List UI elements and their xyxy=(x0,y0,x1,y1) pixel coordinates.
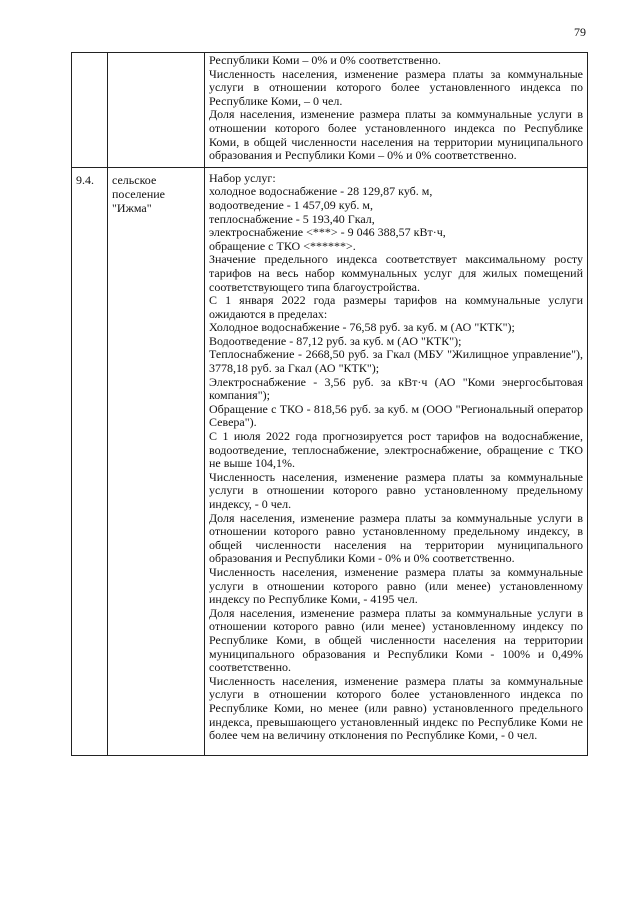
table-row xyxy=(72,53,588,168)
paragraph: С 1 июля 2022 года прогнозируется рост тарифов на водоснабжение, водоотведение, теплоснабжение, электроснабжение, обращение с ТКО не выше 104,1%. xyxy=(209,429,583,471)
paragraph: Значение предельного индекса соответствует максимальному росту тарифов на весь набор коммунальных услуг для жилых помещений соответствующего типа благоустройства. xyxy=(209,252,583,294)
paragraph: теплоснабжение - 5 193,40 Гкал, xyxy=(209,211,375,226)
paragraph: С 1 января 2022 года размеры тарифов на коммунальные услуги ожидаются в пределах: xyxy=(209,293,583,321)
paragraph: Обращение с ТКО - 818,56 руб. за куб. м (ООО "Региональный оператор Севера"). xyxy=(209,401,583,430)
paragraph: холодное водоснабжение - 28 129,87 куб. м, xyxy=(209,184,433,199)
description-cell xyxy=(205,53,588,168)
paragraph: Численность населения, изменение размера платы за коммунальные услуги в отношении которого равно установленному предельному индексу, - 0 чел. xyxy=(209,469,583,511)
paragraph: Набор услуг: xyxy=(209,170,276,185)
table-row xyxy=(72,167,588,755)
description-cell xyxy=(205,167,588,755)
paragraph: Электроснабжение - 3,56 руб. за кВт·ч (АО "Коми энергосбытовая компания"); xyxy=(209,374,583,403)
paragraph: Численность населения, изменение размера платы за коммунальные услуги в отношении которого более установленного индекса по Республике Коми, но менее (или равно) установленного предельного индекса, превышающего установленный индекс по Республике Коми не более чем на величину отклонения по Республике Коми, - 0 чел. xyxy=(209,673,583,743)
row-number-cell xyxy=(72,53,108,168)
paragraph: обращение с ТКО <******>. xyxy=(209,238,356,253)
paragraph: Численность населения, изменение размера платы за коммунальные услуги в отношении которого равно (или менее) установленному индексу по Республике Коми, - 4195 чел. xyxy=(209,564,583,607)
municipality-name-cell: сельское поселение "Ижма" xyxy=(108,167,205,755)
paragraph: Республики Коми – 0% и 0% соответственно. xyxy=(209,53,441,67)
paragraph: Холодное водоснабжение - 76,58 руб. за куб. м (АО "КТК"); xyxy=(209,320,515,335)
paragraph: Доля населения, изменение размера платы за коммунальные услуги в отношении которого равно (или менее) установленному индексу по Республике Коми, в общей численности населения на территории муниципального образования и Республики Коми - 100% и 0,49% соответственно. xyxy=(209,605,583,675)
paragraph: Теплоснабжение - 2668,50 руб. за Гкал (МБУ "Жилищное управление"), 3778,18 руб. за Гкал (АО "КТК"); xyxy=(209,347,583,376)
paragraph: электроснабжение <***> - 9 046 388,57 кВт·ч, xyxy=(209,225,446,240)
paragraph: Численность населения, изменение размера платы за коммунальные услуги в отношении которого более установленного индекса по Республике Коми, – 0 чел. xyxy=(209,66,583,108)
paragraph: Водоотведение - 87,12 руб. за куб. м (АО "КТК"); xyxy=(209,333,462,348)
row-number-cell: 9.4. xyxy=(72,167,108,755)
tariff-table xyxy=(71,52,588,756)
page-number: 79 xyxy=(574,25,586,39)
paragraph: Доля населения, изменение размера платы за коммунальные услуги в отношении которого более установленного индекса по Республике Коми, в общей численности населения на территории муниципального образования и Республики Коми – 0% и 0% соответственно. xyxy=(209,107,583,163)
paragraph: Доля населения, изменение размера платы за коммунальные услуги в отношении которого равно установленному предельному индексу, в общей численности населения на территории муниципального образования и Республики Коми - 0% и 0% соответственно. xyxy=(209,510,583,566)
municipality-name-cell xyxy=(108,53,205,168)
paragraph: водоотведение - 1 457,09 куб. м, xyxy=(209,197,373,212)
